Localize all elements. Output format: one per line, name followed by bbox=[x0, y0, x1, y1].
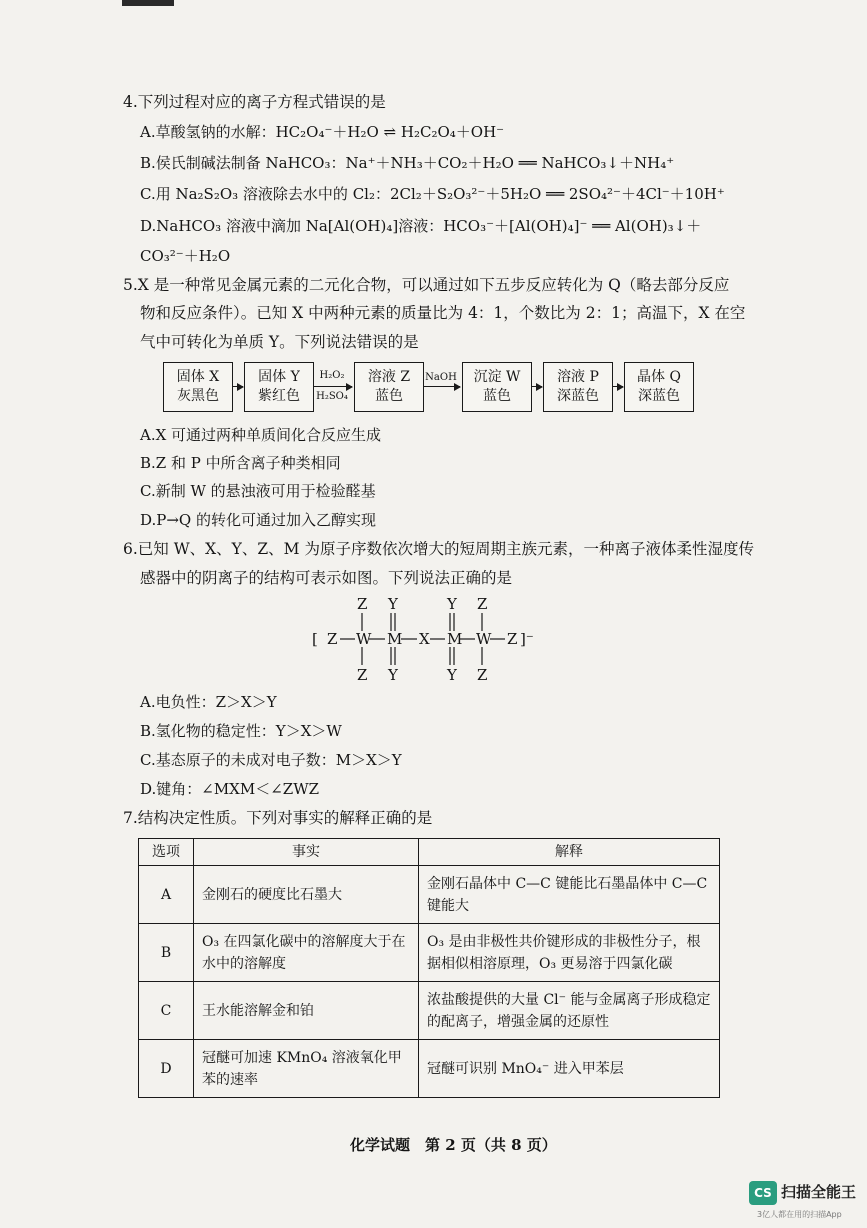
row-a-option: A bbox=[139, 866, 194, 924]
flow-arrow-5 bbox=[613, 386, 623, 387]
q5-option-c: C.新制 W 的悬浊液可用于检验醛基 bbox=[140, 482, 376, 500]
table-row bbox=[139, 866, 720, 924]
flow-reagent-naoh: NaOH bbox=[425, 372, 457, 383]
flow-arrow-1 bbox=[233, 386, 243, 387]
row-c-option: C bbox=[139, 982, 194, 1040]
row-a-explain: 金刚石晶体中 C—C 键能比石墨晶体中 C—C 键能大 bbox=[419, 866, 720, 924]
flow-box-q-name: 晶体 Q bbox=[637, 369, 681, 385]
table-row bbox=[139, 924, 720, 982]
flow-arrow-3 bbox=[424, 386, 460, 387]
q5-flow-diagram bbox=[163, 362, 698, 414]
anion-bracket-right: ]⁻ bbox=[520, 630, 534, 648]
q6-stem-line2: 感器中的阴离子的结构可表示如图。下列说法正确的是 bbox=[140, 569, 513, 587]
q6-stem-line1: 6.已知 W、X、Y、Z、M 为原子序数依次增大的短周期主族元素，一种离子液体柔性湿度传 bbox=[123, 540, 754, 558]
row-c-fact: 王水能溶解金和铂 bbox=[194, 982, 419, 1040]
anion-atom-m1: M bbox=[387, 630, 403, 648]
q5-option-d: D.P→Q 的转化可通过加入乙醇实现 bbox=[140, 511, 376, 529]
scan-edge-mark bbox=[122, 0, 174, 6]
anion-top-z1: Z bbox=[357, 595, 368, 613]
table-header-row bbox=[139, 839, 720, 866]
flow-box-z-color: 蓝色 bbox=[375, 388, 403, 404]
table-row bbox=[139, 982, 720, 1040]
anion-atom-w2: W bbox=[476, 630, 492, 648]
col-header-explain: 解释 bbox=[419, 839, 720, 866]
flow-box-w-color: 蓝色 bbox=[483, 388, 511, 404]
row-d-option: D bbox=[139, 1040, 194, 1098]
q4-option-c: C.用 Na₂S₂O₃ 溶液除去水中的 Cl₂：2Cl₂＋S₂O₃²⁻＋5H₂O ══ 2SO₄²⁻＋4Cl⁻＋10H⁺ bbox=[140, 185, 725, 203]
q4-option-a: A.草酸氢钠的水解：HC₂O₄⁻＋H₂O ⇌ H₂C₂O₄＋OH⁻ bbox=[140, 123, 505, 141]
flow-box-q bbox=[624, 362, 694, 412]
page-footer: 化学试题 第 2 页（共 8 页） bbox=[350, 1136, 557, 1154]
anion-bracket-left: [ bbox=[312, 630, 318, 648]
flow-reagent-h2so4: H₂SO₄ bbox=[316, 391, 348, 402]
anion-top-y2: Y bbox=[447, 595, 457, 613]
q7-table bbox=[138, 838, 720, 1098]
anion-atom-w1: W bbox=[356, 630, 372, 648]
anion-bottom-z1: Z bbox=[357, 666, 368, 684]
q4-option-b: B.侯氏制碱法制备 NaHCO₃：Na⁺＋NH₃＋CO₂＋H₂O ══ NaHCO₃↓＋NH₄⁺ bbox=[140, 154, 675, 172]
q6-anion-structure bbox=[300, 594, 550, 684]
q6-option-c: C.基态原子的未成对电子数：M＞X＞Y bbox=[140, 751, 402, 769]
row-c-explain: 浓盐酸提供的大量 Cl⁻ 能与金属离子形成稳定的配离子，增强金属的还原性 bbox=[419, 982, 720, 1040]
anion-top-y1: Y bbox=[388, 595, 398, 613]
flow-box-z-name: 溶液 Z bbox=[367, 369, 411, 385]
q5-stem-line1: 5.X 是一种常见金属元素的二元化合物，可以通过如下五步反应转化为 Q（略去部分反应 bbox=[123, 276, 730, 294]
flow-arrow-4 bbox=[532, 386, 542, 387]
q4-option-d-cont: CO₃²⁻＋H₂O bbox=[140, 247, 231, 265]
table-row bbox=[139, 1040, 720, 1098]
flow-box-x bbox=[163, 362, 233, 412]
q4-option-d: D.NaHCO₃ 溶液中滴加 Na[Al(OH)₄]溶液：HCO₃⁻＋[Al(OH)₄]⁻ ══ Al(OH)₃↓＋ bbox=[140, 217, 702, 235]
anion-bottom-y2: Y bbox=[447, 666, 457, 684]
flow-box-y-color: 紫红色 bbox=[258, 388, 300, 404]
flow-box-p-color: 深蓝色 bbox=[557, 388, 599, 404]
flow-box-q-color: 深蓝色 bbox=[638, 388, 680, 404]
q6-option-d: D.键角：∠MXM＜∠ZWZ bbox=[140, 780, 320, 798]
row-b-fact: O₃ 在四氯化碳中的溶解度大于在水中的溶解度 bbox=[194, 924, 419, 982]
anion-atom-m2: M bbox=[447, 630, 463, 648]
q4-stem: 4.下列过程对应的离子方程式错误的是 bbox=[123, 93, 386, 111]
q6-option-a: A.电负性：Z＞X＞Y bbox=[140, 693, 277, 711]
row-b-explain: O₃ 是由非极性共价键形成的非极性分子，根据相似相溶原理，O₃ 更易溶于四氯化碳 bbox=[419, 924, 720, 982]
flow-box-p bbox=[543, 362, 613, 412]
q7-stem: 7.结构决定性质。下列对事实的解释正确的是 bbox=[123, 809, 433, 827]
col-header-option: 选项 bbox=[139, 839, 194, 866]
anion-atom-z1: Z bbox=[327, 630, 338, 648]
q6-option-b: B.氢化物的稳定性：Y＞X＞W bbox=[140, 722, 342, 740]
anion-atom-z2: Z bbox=[507, 630, 518, 648]
row-d-explain: 冠醚可识别 MnO₄⁻ 进入甲苯层 bbox=[419, 1040, 720, 1098]
flow-box-y bbox=[244, 362, 314, 412]
flow-box-x-color: 灰黑色 bbox=[177, 388, 219, 404]
camscanner-brand: 扫描全能王 bbox=[781, 1183, 857, 1201]
flow-box-y-name: 固体 Y bbox=[258, 369, 300, 385]
flow-arrow-2 bbox=[314, 386, 352, 387]
row-a-fact: 金刚石的硬度比石墨大 bbox=[194, 866, 419, 924]
flow-reagent-h2o2: H₂O₂ bbox=[319, 370, 345, 381]
q5-stem-line3: 气中可转化为单质 Y。下列说法错误的是 bbox=[140, 333, 419, 351]
anion-bottom-y1: Y bbox=[388, 666, 398, 684]
flow-box-p-name: 溶液 P bbox=[557, 369, 599, 385]
camscanner-logo-icon: CS bbox=[749, 1181, 777, 1205]
anion-atom-x: X bbox=[419, 630, 430, 648]
row-d-fact: 冠醚可加速 KMnO₄ 溶液氧化甲苯的速率 bbox=[194, 1040, 419, 1098]
q5-option-a: A.X 可通过两种单质间化合反应生成 bbox=[140, 426, 382, 444]
camscanner-tagline: 3亿人都在用的扫描App bbox=[757, 1210, 842, 1219]
anion-bottom-z2: Z bbox=[477, 666, 488, 684]
flow-box-w bbox=[462, 362, 532, 412]
flow-box-w-name: 沉淀 W bbox=[473, 369, 521, 385]
q5-option-b: B.Z 和 P 中所含离子种类相同 bbox=[140, 454, 341, 472]
row-b-option: B bbox=[139, 924, 194, 982]
flow-box-x-name: 固体 X bbox=[176, 369, 220, 385]
flow-box-z bbox=[354, 362, 424, 412]
col-header-fact: 事实 bbox=[194, 839, 419, 866]
anion-top-z2: Z bbox=[477, 595, 488, 613]
q5-stem-line2: 物和反应条件）。已知 X 中两种元素的质量比为 4：1，个数比为 2：1；高温下，X 在空 bbox=[140, 304, 746, 322]
